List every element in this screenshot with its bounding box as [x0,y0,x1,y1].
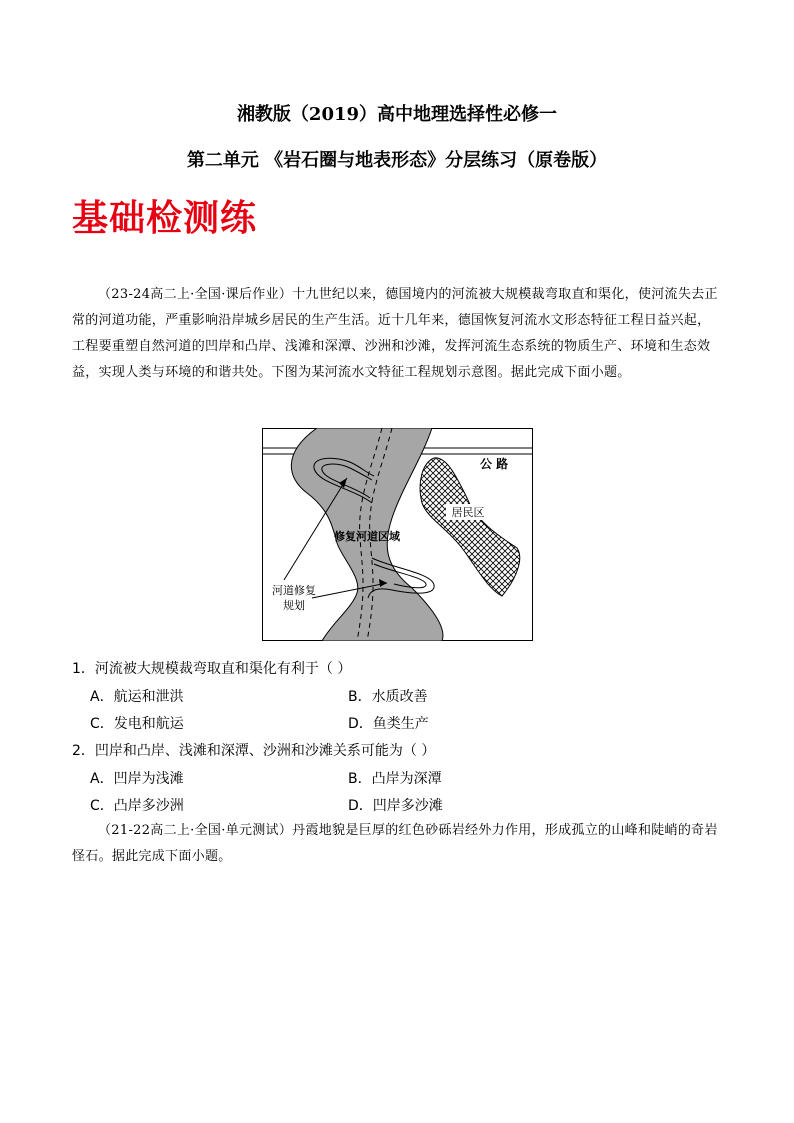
q1-option-b: B．水质改善 [348,689,428,705]
q1-option-a: A．航运和泄洪 [90,689,184,705]
river-restoration-figure [262,428,533,641]
q2-option-d: D．凹岸多沙滩 [348,798,443,814]
restore-area-label: 修复河道区域 [334,530,400,543]
passage-2: （21-22高二上·全国·单元测试）丹霞地貌是巨厚的红色砂砾岩经外力作用，形成孤立的山峰和陡峭的奇岩怪石。据此完成下面小题。 [72,823,718,864]
residential-label: 居民区 [451,506,485,519]
document-subtitle: 第二单元 《岩石圈与地表形态》分层练习（原卷版） [186,150,608,171]
q2-option-a: A．凹岸为浅滩 [90,771,184,787]
question-2-stem: 2．凹岸和凸岸、浅滩和深潭、沙洲和沙滩关系可能为（ ） [72,743,436,759]
section-title: 基础检测练 [72,197,258,239]
document-title: 湘教版（2019）高中地理选择性必修一 [236,104,558,125]
question-1-stem: 1．河流被大规模裁弯取直和渠化有利于（ ） [72,661,352,677]
passage-1: （23-24高二上·全国·课后作业）十九世纪以来，德国境内的河流被大规模裁弯取直和渠化，使河流失去正常的河道功能，严重影响沿岸城乡居民的生产生活。近十几年来，德国恢复河流水文形态特征工程日益兴起，工程要重塑自然河道的凹岸和凸岸、浅滩和深潭、沙洲和沙滩，发挥河流生态系统的物质生产、环境和生态效益，实现人类与环境的和谐共处。下图为某河流水文特征工程规划示意图。据此完成下面小题。 [72,287,718,380]
plan-label-line2: 规划 [283,599,305,612]
q2-option-c: C．凸岸多沙洲 [90,798,184,814]
plan-label-line1: 河道修复 [272,584,316,597]
road-label: 公 路 [480,457,509,471]
q1-option-d: D．鱼类生产 [348,716,429,732]
q1-option-c: C．发电和航运 [90,716,184,732]
q2-option-b: B．凸岸为深潭 [348,771,442,787]
